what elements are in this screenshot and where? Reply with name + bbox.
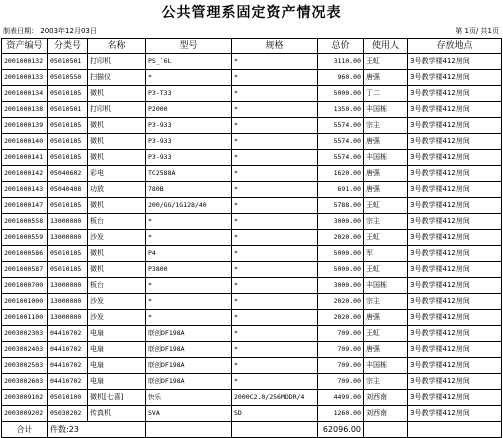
table-row	[2, 262, 502, 278]
table-row	[2, 326, 502, 342]
col-header-spec: 规格	[232, 39, 318, 54]
cell-model: *	[146, 278, 232, 294]
cell-asset-id: 2001001000	[2, 294, 48, 310]
cell-name: 微机[七喜]	[88, 390, 146, 406]
table-row	[2, 182, 502, 198]
cell-category: 13000000	[48, 310, 88, 326]
cell-category: 05010105	[48, 150, 88, 166]
cell-category: 05030202	[48, 406, 88, 422]
cell-name: 沙发	[88, 310, 146, 326]
cell-user: 刘西南	[364, 406, 408, 422]
cell-name: 传真机	[88, 406, 146, 422]
date-value: 2003年12月03日	[40, 27, 97, 35]
cell-category: 13000000	[48, 294, 88, 310]
cell-location: 3号教学楼412房间	[408, 150, 502, 166]
table-row	[2, 198, 502, 214]
cell-name: 扫描仪	[88, 70, 146, 86]
cell-name: 沙发	[88, 294, 146, 310]
cell-location: 3号教学楼412房间	[408, 230, 502, 246]
cell-asset-id: 2001001100	[2, 310, 48, 326]
table-row	[2, 310, 502, 326]
date-label: 制表日期：	[3, 27, 38, 35]
cell-category: 05010105	[48, 118, 88, 134]
cell-model: *	[146, 294, 232, 310]
cell-user: 宗主	[364, 214, 408, 230]
cell-name: 微机	[88, 118, 146, 134]
cell-location: 3号教学楼412房间	[408, 278, 502, 294]
table-row	[2, 166, 502, 182]
cell-spec: *	[232, 278, 318, 294]
cell-category: 05010501	[48, 102, 88, 118]
cell-price: 3000.00	[318, 278, 364, 294]
cell-location: 3号教学楼412房间	[408, 166, 502, 182]
table-row	[2, 214, 502, 230]
cell-user: 丰国栋	[364, 102, 408, 118]
cell-category: 05010105	[48, 134, 88, 150]
total-price: 62096.00	[318, 422, 364, 438]
cell-location: 3号教学楼412房间	[408, 86, 502, 102]
cell-price: 1260.00	[318, 406, 364, 422]
cell-price: 1350.00	[318, 102, 364, 118]
cell-category: 05010501	[48, 54, 88, 70]
cell-asset-id: 2001000140	[2, 134, 48, 150]
cell-name: 板台	[88, 278, 146, 294]
cell-price: 3000.00	[318, 214, 364, 230]
cell-asset-id: 2003002603	[2, 374, 48, 390]
cell-category: 04410702	[48, 342, 88, 358]
cell-asset-id: 2001000134	[2, 86, 48, 102]
cell-user: 宗主	[364, 374, 408, 390]
report-date	[3, 26, 97, 36]
col-header-model: 型号	[146, 39, 232, 54]
cell-price: 709.00	[318, 374, 364, 390]
cell-asset-id: 2001000138	[2, 102, 48, 118]
item-count: 件数:23	[48, 422, 146, 438]
cell-model: P3-933	[146, 118, 232, 134]
cell-spec: *	[232, 230, 318, 246]
cell-spec: SD	[232, 406, 318, 422]
cell-spec: *	[232, 246, 318, 262]
cell-spec: *	[232, 54, 318, 70]
total-row	[2, 422, 502, 438]
cell-category: 05010100	[48, 390, 88, 406]
cell-price: 5000.00	[318, 246, 364, 262]
cell-name: 微机	[88, 246, 146, 262]
cell-asset-id: 2001000142	[2, 166, 48, 182]
cell-model: *	[146, 70, 232, 86]
cell-asset-id: 2001000139	[2, 118, 48, 134]
cell-name: 微机	[88, 86, 146, 102]
cell-user: 唐强	[364, 182, 408, 198]
cell-location: 3号教学楼412房间	[408, 246, 502, 262]
cell-asset-id: 2001000559	[2, 230, 48, 246]
cell-model: PS_`6L	[146, 54, 232, 70]
cell-location: 3号教学楼412房间	[408, 390, 502, 406]
col-header-user: 使用人	[364, 39, 408, 54]
cell-spec: *	[232, 134, 318, 150]
cell-price: 2020.00	[318, 294, 364, 310]
table-row	[2, 278, 502, 294]
cell-category: 05010550	[48, 70, 88, 86]
cell-location: 3号教学楼412房间	[408, 118, 502, 134]
cell-price: 5574.00	[318, 118, 364, 134]
cell-model: TC2588A	[146, 166, 232, 182]
cell-price: 5574.00	[318, 150, 364, 166]
cell-name: 彩电	[88, 166, 146, 182]
cell-category: 05010105	[48, 198, 88, 214]
cell-name: 微机	[88, 150, 146, 166]
table-row	[2, 150, 502, 166]
cell-model: P3-933	[146, 134, 232, 150]
cell-user: 唐强	[364, 166, 408, 182]
cell-spec: *	[232, 166, 318, 182]
table-row	[2, 230, 502, 246]
cell-category: 05010105	[48, 262, 88, 278]
cell-asset-id: 2001000700	[2, 278, 48, 294]
cell-price: 5574.00	[318, 134, 364, 150]
cell-category: 13000000	[48, 230, 88, 246]
cell-user: 丰国栋	[364, 150, 408, 166]
cell-category: 05010105	[48, 86, 88, 102]
cell-user: 宗主	[364, 294, 408, 310]
cell-location: 3号教学楼412房间	[408, 406, 502, 422]
cell-user: 王虹	[364, 230, 408, 246]
cell-name: 电扇	[88, 342, 146, 358]
cell-user: 唐强	[364, 70, 408, 86]
cell-location: 3号教学楼412房间	[408, 70, 502, 86]
cell-spec: *	[232, 102, 318, 118]
cell-user: 宗主	[364, 118, 408, 134]
cell-user: 军	[364, 246, 408, 262]
cell-name: 电扇	[88, 326, 146, 342]
asset-table	[1, 38, 502, 438]
cell-name: 电扇	[88, 374, 146, 390]
cell-asset-id: 2001000133	[2, 70, 48, 86]
cell-model: *	[146, 214, 232, 230]
cell-spec: *	[232, 150, 318, 166]
table-row	[2, 118, 502, 134]
cell-spec: *	[232, 182, 318, 198]
cell-spec: *	[232, 214, 318, 230]
table-row	[2, 54, 502, 70]
cell-name: 微机	[88, 198, 146, 214]
cell-model: P3-933	[146, 150, 232, 166]
page-info: 第 1页/ 共1页	[455, 27, 499, 35]
cell-price: 709.00	[318, 358, 364, 374]
cell-spec: *	[232, 86, 318, 102]
cell-price: 1620.00	[318, 166, 364, 182]
cell-location: 3号教学楼412房间	[408, 214, 502, 230]
cell-asset-id: 2003009102	[2, 390, 48, 406]
cell-spec: *	[232, 294, 318, 310]
col-header-id: 资产编号	[2, 39, 48, 54]
cell-user: 刘西南	[364, 390, 408, 406]
cell-price: 709.00	[318, 342, 364, 358]
cell-location: 3号教学楼412房间	[408, 102, 502, 118]
cell-spec: *	[232, 262, 318, 278]
cell-location: 3号教学楼412房间	[408, 374, 502, 390]
cell-category: 04410702	[48, 358, 88, 374]
cell-price: 3110.00	[318, 54, 364, 70]
cell-asset-id: 2001000147	[2, 198, 48, 214]
cell-location: 3号教学楼412房间	[408, 134, 502, 150]
cell-model: 联创DF198A	[146, 342, 232, 358]
cell-price: 5788.00	[318, 198, 364, 214]
cell-spec: *	[232, 326, 318, 342]
cell-asset-id: 2001000143	[2, 182, 48, 198]
cell-spec: *	[232, 118, 318, 134]
cell-price: 691.00	[318, 182, 364, 198]
cell-name: 微机	[88, 262, 146, 278]
table-row	[2, 102, 502, 118]
cell-category: 05010105	[48, 246, 88, 262]
cell-category: 04410702	[48, 374, 88, 390]
cell-category: 04410702	[48, 326, 88, 342]
cell-location: 3号教学楼412房间	[408, 342, 502, 358]
cell-user: 丰国栋	[364, 278, 408, 294]
cell-model: *	[146, 310, 232, 326]
table-row	[2, 246, 502, 262]
table-row	[2, 294, 502, 310]
cell-category: 05040408	[48, 182, 88, 198]
cell-name: 打印机	[88, 54, 146, 70]
cell-spec: 2000C2.0/256MDDR/4	[232, 390, 318, 406]
cell-category: 05040602	[48, 166, 88, 182]
cell-location: 3号教学楼412房间	[408, 54, 502, 70]
cell-location: 3号教学楼412房间	[408, 262, 502, 278]
total-label: 合计	[2, 422, 48, 438]
cell-asset-id: 2001000586	[2, 246, 48, 262]
table-row	[2, 358, 502, 374]
cell-category: 13000000	[48, 214, 88, 230]
cell-price: 2020.00	[318, 310, 364, 326]
header-row	[2, 39, 502, 54]
cell-asset-id: 2003002503	[2, 358, 48, 374]
cell-model: SVA	[146, 406, 232, 422]
cell-price: 709.00	[318, 326, 364, 342]
cell-spec: *	[232, 342, 318, 358]
cell-spec: *	[232, 310, 318, 326]
cell-location: 3号教学楼412房间	[408, 326, 502, 342]
table-row	[2, 374, 502, 390]
cell-user: 王虹	[364, 262, 408, 278]
cell-name: 打印机	[88, 102, 146, 118]
table-row	[2, 134, 502, 150]
table-row	[2, 342, 502, 358]
col-header-price: 总价	[318, 39, 364, 54]
cell-model: *	[146, 230, 232, 246]
col-header-name: 名称	[88, 39, 146, 54]
cell-price: 960.00	[318, 70, 364, 86]
table-row	[2, 86, 502, 102]
cell-name: 板台	[88, 214, 146, 230]
cell-user: 丰国栋	[364, 358, 408, 374]
cell-user: 王虹	[364, 198, 408, 214]
cell-name: 微机	[88, 134, 146, 150]
cell-user: 唐强	[364, 134, 408, 150]
cell-model: P3800	[146, 262, 232, 278]
cell-location: 3号教学楼412房间	[408, 358, 502, 374]
cell-model: 200/GG/1G128/40	[146, 198, 232, 214]
cell-location: 3号教学楼412房间	[408, 294, 502, 310]
cell-spec: *	[232, 198, 318, 214]
cell-location: 3号教学楼412房间	[408, 310, 502, 326]
cell-model: 联创DF198A	[146, 358, 232, 374]
cell-asset-id: 2003002303	[2, 326, 48, 342]
cell-model: 快乐	[146, 390, 232, 406]
cell-model: P3-T33	[146, 86, 232, 102]
cell-location: 3号教学楼412房间	[408, 198, 502, 214]
cell-price: 4499.00	[318, 390, 364, 406]
cell-price: 5000.00	[318, 86, 364, 102]
cell-spec: *	[232, 70, 318, 86]
table-row	[2, 70, 502, 86]
cell-price: 2020.00	[318, 230, 364, 246]
cell-asset-id: 2001000132	[2, 54, 48, 70]
cell-user: 唐强	[364, 310, 408, 326]
cell-spec: *	[232, 358, 318, 374]
cell-price: 5000.00	[318, 262, 364, 278]
report-title: 公共管理系固定资产情况表	[161, 5, 342, 21]
cell-asset-id: 2001000558	[2, 214, 48, 230]
cell-user: 王虹	[364, 326, 408, 342]
cell-asset-id: 2003002403	[2, 342, 48, 358]
cell-model: 联创DF198A	[146, 326, 232, 342]
cell-model: 780B	[146, 182, 232, 198]
cell-name: 功放	[88, 182, 146, 198]
table-row	[2, 390, 502, 406]
cell-asset-id: 2001000587	[2, 262, 48, 278]
cell-category: 13000000	[48, 278, 88, 294]
col-header-location: 存放地点	[408, 39, 502, 54]
cell-spec: *	[232, 374, 318, 390]
cell-user: 丁二	[364, 86, 408, 102]
cell-user: 王虹	[364, 54, 408, 70]
cell-model: 联创DF198A	[146, 374, 232, 390]
cell-user: 唐强	[364, 342, 408, 358]
cell-location: 3号教学楼412房间	[408, 182, 502, 198]
cell-model: P4	[146, 246, 232, 262]
cell-model: P2000	[146, 102, 232, 118]
cell-name: 电扇	[88, 358, 146, 374]
table-row	[2, 406, 502, 422]
col-header-category: 分类号	[48, 39, 88, 54]
cell-asset-id: 2003009202	[2, 406, 48, 422]
cell-name: 沙发	[88, 230, 146, 246]
cell-asset-id: 2001000141	[2, 150, 48, 166]
